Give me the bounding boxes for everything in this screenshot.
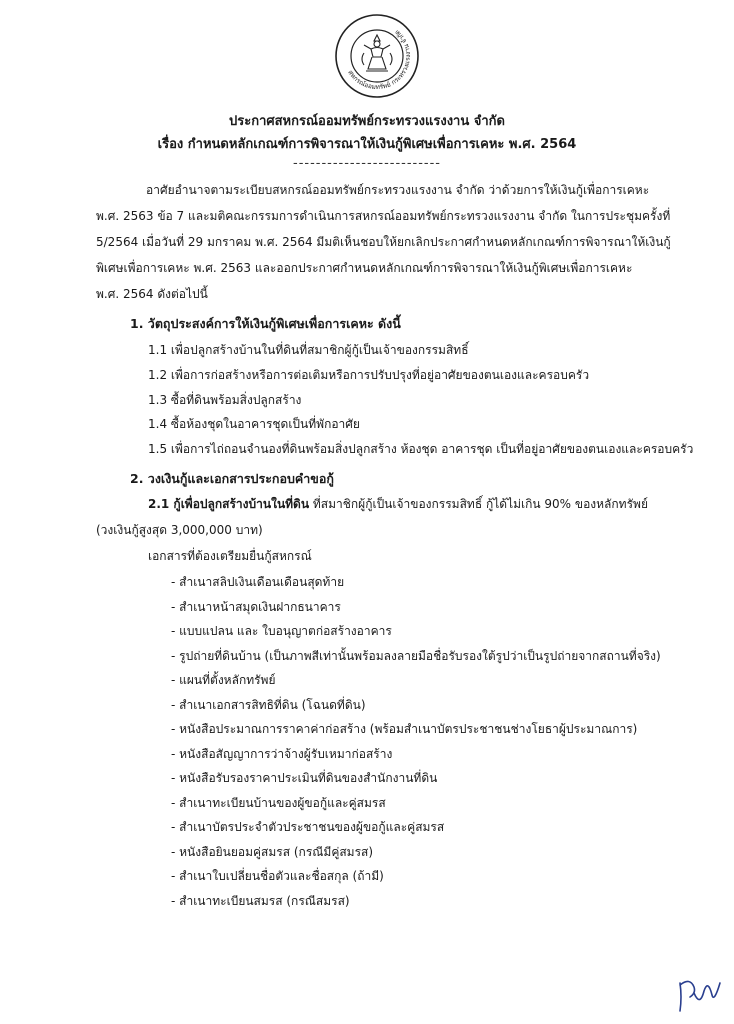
document-item: - สำเนาใบเปลี่ยนชื่อตัวและชื่อสกุล (ถ้ามี) [171,869,384,883]
document-item: - สำเนาทะเบียนบ้านของผู้ขอกู้และคู่สมรส [171,795,386,810]
announcement-subject: เรื่อง กำหนดหลักเกณฑ์การพิจารณาให้เงินกู้พิเศษเพื่อการเคหะ พ.ศ. 2564 [157,137,577,152]
document-item: - สำเนาสลิปเงินเดือนเดือนสุดท้าย [171,575,345,589]
document-item: - หนังสือรับรองราคาประเมินที่ดินของสำนักงานที่ดิน [171,771,438,785]
subsection-2-1-text: ที่สมาชิกผู้กู้เป็นเจ้าของกรรมสิทธิ์ กู้ได้ไม่เกิน 90% ของหลักทรัพย์ [309,497,648,511]
objective-item: 1.5 เพื่อการไถ่ถอนจำนองที่ดินพร้อมสิ่งปลูกสร้าง ห้องชุด อาคารชุด เป็นที่อยู่อาศัยของตนเองและครอบครัว [148,442,694,456]
document-item: - สำเนาบัตรประจำตัวประชาชนของผู้ขอกู้และคู่สมรส [171,820,445,834]
cooperative-seal-logo [334,13,420,99]
document-item: - หนังสือยินยอมคู่สมรส (กรณีมีคู่สมรส) [171,844,374,859]
intro-paragraph-line: อาศัยอำนาจตามระเบียบสหกรณ์ออมทรัพย์กระทรวงแรงงาน จำกัด ว่าด้วยการให้เงินกู้เพื่อการเคหะ [146,183,650,197]
document-item: - สำเนาทะเบียนสมรส (กรณีสมรส) [171,893,350,908]
section-2-heading: 2. วงเงินกู้และเอกสารประกอบคำขอกู้ [130,471,334,486]
document-item: - หนังสือสัญญาการว่าจ้างผู้รับเหมาก่อสร้าง [171,746,393,761]
intro-paragraph-line: 5/2564 เมื่อวันที่ 29 มกราคม พ.ศ. 2564 มีมติเห็นชอบให้ยกเลิกประกาศกำหนดหลักเกณฑ์การพิจารณาให้เงินกู้ [96,235,671,249]
document-item: - สำเนาหน้าสมุดเงินฝากธนาคาร [171,599,341,614]
document-item: - สำเนาเอกสารสิทธิที่ดิน (โฉนดที่ดิน) [171,697,366,712]
documents-heading: เอกสารที่ต้องเตรียมยื่นกู้สหกรณ์ [148,549,312,563]
loan-limit-note: (วงเงินกู้สูงสุด 3,000,000 บาท) [96,523,263,537]
objective-item: 1.2 เพื่อการก่อสร้างหรือการต่อเติมหรือการปรับปรุงที่อยู่อาศัยของตนเองและครอบครัว [148,368,590,382]
objective-item: 1.1 เพื่อปลูกสร้างบ้านในที่ดินที่สมาชิกผู้กู้เป็นเจ้าของกรรมสิทธิ์ [148,343,469,357]
intro-paragraph-line: พ.ศ. 2564 ดังต่อไปนี้ [96,287,208,301]
document-item: - แผนที่ตั้งหลักทรัพย์ [171,673,276,687]
objective-item: 1.4 ซื้อห้องชุดในอาคารชุดเป็นที่พักอาศัย [148,417,360,431]
svg-text:สหกรณ์ออมทรัพย์ กระทรวงแรงงาน: สหกรณ์ออมทรัพย์ กระทรวงแรงงาน จำกัด [346,28,413,92]
document-item: - แบบแปลน และ ใบอนุญาตก่อสร้างอาคาร [171,624,392,638]
handwritten-signature [676,973,722,1015]
objective-item: 1.3 ซื้อที่ดินพร้อมสิ่งปลูกสร้าง [148,393,302,407]
subsection-2-1 [148,496,648,512]
document-item: - รูปถ่ายที่ดินบ้าน (เป็นภาพสีเท่านั้นพร้อมลงลายมือชื่อรับรองใต้รูปว่าเป็นรูปถ่ายจากสถานที่จริง) [171,648,661,663]
announcement-title: ประกาศสหกรณ์ออมทรัพย์กระทรวงแรงงาน จำกัด [228,114,505,129]
document-item: - หนังสือประมาณการราคาค่าก่อสร้าง (พร้อมสำเนาบัตรประชาชนช่างโยธาผู้ประมาณการ) [171,722,638,736]
intro-paragraph-line: พิเศษเพื่อการเคหะ พ.ศ. 2563 และออกประกาศกำหนดหลักเกณฑ์การพิจารณาให้เงินกู้พิเศษเพื่อการเคหะ [96,261,633,275]
subsection-2-1-title: 2.1 กู้เพื่อปลูกสร้างบ้านในที่ดิน [148,497,310,511]
section-1-heading: 1. วัตถุประสงค์การให้เงินกู้พิเศษเพื่อการเคหะ ดังนี้ [130,316,401,331]
required-documents-list [171,574,661,917]
intro-paragraph-line: พ.ศ. 2563 ข้อ 7 และมติคณะกรรมการดำเนินการสหกรณ์ออมทรัพย์กระทรวงแรงงาน จำกัด ในการประชุมครั้งที่ [96,209,671,223]
title-separator: -------------------------- [293,156,441,171]
